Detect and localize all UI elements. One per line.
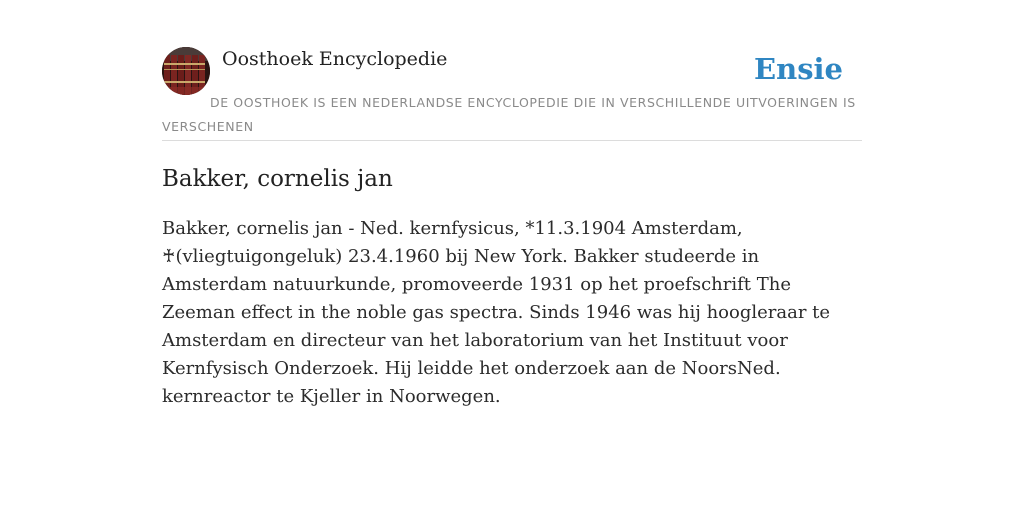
- encyclopedia-books-avatar-icon[interactable]: [162, 47, 210, 95]
- brand-logo[interactable]: Ensie: [754, 52, 843, 86]
- site-name[interactable]: Oosthoek Encyclopedie: [222, 48, 448, 70]
- site-tagline: DE OOSTHOEK IS EEN NEDERLANDSE ENCYCLOPEDIE DIE IN VERSCHILLENDE UITVOERINGEN IS VERSCHENEN: [162, 95, 856, 134]
- article-body: Bakker, cornelis jan - Ned. kernfysicus, *11.3.1904 Amsterdam, ♰(vliegtuigongeluk) 23.4.1960 bij New York. Bakker studeerde in Amsterdam natuurkunde, promoveerde 1931 op het proefschrift The Zeeman effect in the noble gas spectra. Sinds 1946 was hij hoogleraar te Amsterdam en directeur van het laboratorium van het Instituut voor Kernfysisch Onderzoek. Hij leidde het onderzoek aan de NoorsNed. kernreactor te Kjeller in Noorwegen.: [162, 218, 831, 407]
- header: [162, 46, 862, 141]
- article-title: Bakker, cornelis jan: [162, 166, 393, 192]
